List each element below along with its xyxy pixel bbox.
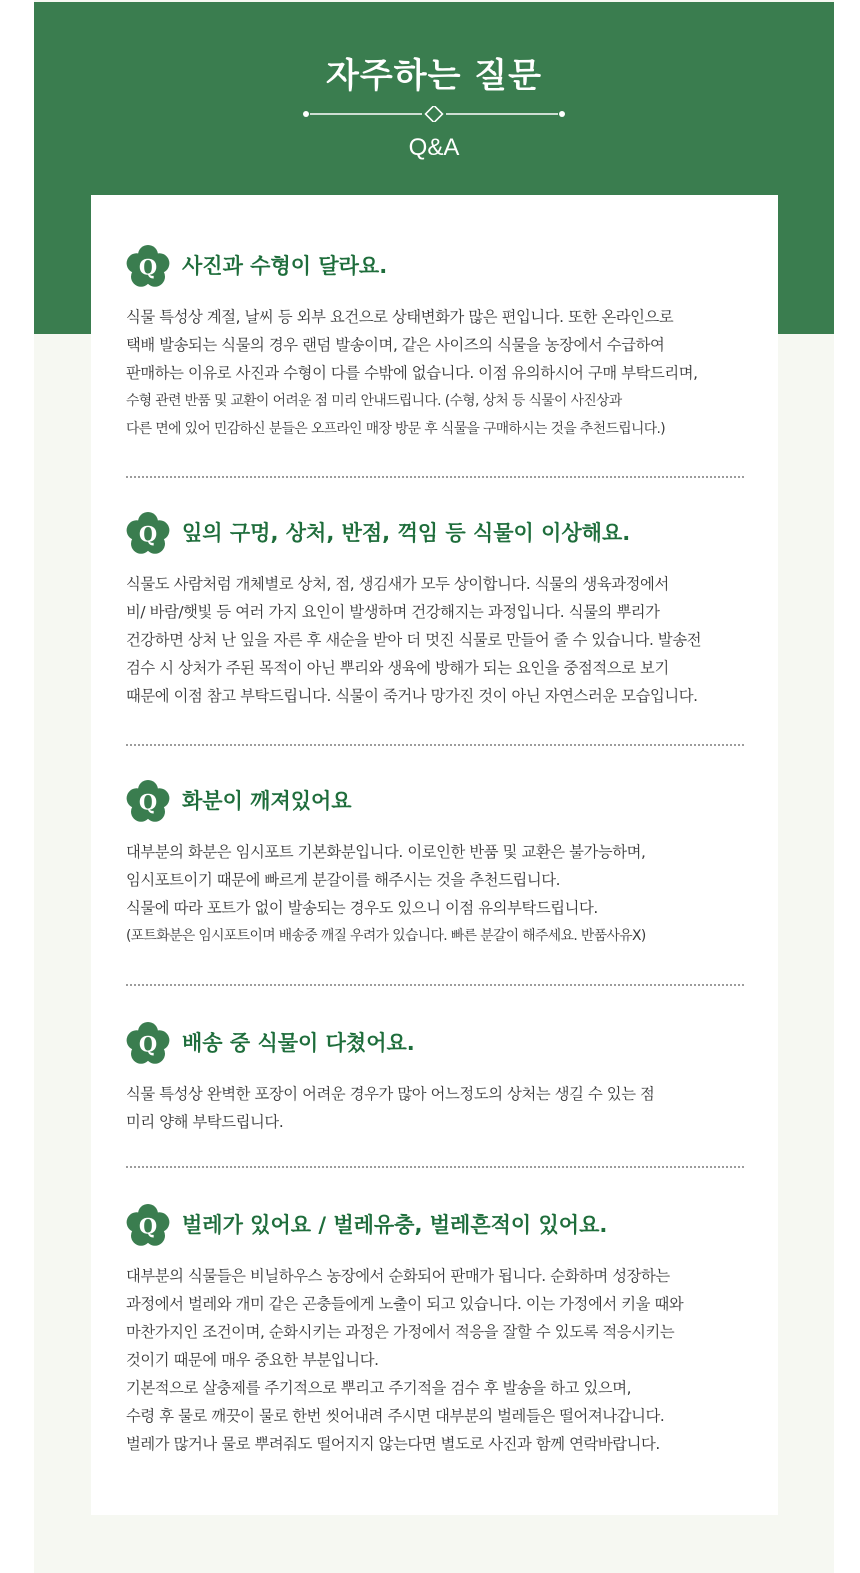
faq-answer-line: 마찬가지인 조건이며, 순화시키는 과정은 가정에서 적응을 잘할 수 있도록 적응시키는 <box>126 1323 675 1341</box>
faq-answer-line: 기본적으로 살충제를 주기적으로 뿌리고 주기적을 검수 후 발송을 하고 있으며, <box>126 1379 632 1397</box>
faq-question-row <box>126 245 756 289</box>
faq-answer <box>126 838 756 950</box>
dotted-divider <box>126 1166 744 1168</box>
dotted-divider <box>126 984 744 986</box>
faq-answer-line: 택배 발송되는 식물의 경우 랜덤 발송이며, 같은 사이즈의 식물을 농장에서 수급하여 <box>126 336 665 354</box>
faq-item <box>126 780 756 950</box>
faq-answer-line: 판매하는 이유로 사진과 수형이 다를 수밖에 없습니다. 이점 유의하시어 구매 부탁드리며, <box>126 364 698 382</box>
faq-answer <box>126 570 756 710</box>
dotted-divider <box>126 744 744 746</box>
faq-answer <box>126 1262 756 1458</box>
svg-text:Q: Q <box>138 1213 158 1239</box>
faq-answer-line: 식물에 따라 포트가 없이 발송되는 경우도 있으니 이점 유의부탁드립니다. <box>126 899 598 917</box>
faq-item <box>126 245 756 443</box>
faq-answer <box>126 303 756 443</box>
faq-question-row <box>126 780 756 824</box>
faq-answer-line: 식물 특성상 완벽한 포장이 어려운 경우가 많아 어느정도의 상처는 생길 수 있는 점 <box>126 1085 655 1103</box>
faq-question-row <box>126 1204 756 1248</box>
faq-answer <box>126 1080 756 1136</box>
faq-answer-line: 수형 관련 반품 및 교환이 어려운 점 미리 안내드립니다. (수형, 상처 등 식물이 사진상과 <box>126 393 622 409</box>
faq-answer-line: 것이기 때문에 매우 중요한 부분입니다. <box>126 1351 379 1369</box>
faq-answer-line: 비/ 바람/햇빛 등 여러 가지 요인이 발생하며 건강해지는 과정입니다. 식물의 뿌리가 <box>126 603 660 621</box>
faq-item <box>126 1022 756 1136</box>
faq-answer-line: 검수 시 상처가 주된 목적이 아닌 뿌리와 생육에 방해가 되는 요인을 중점적으로 보기 <box>126 659 669 677</box>
faq-answer-line: 미리 양해 부탁드립니다. <box>126 1113 284 1131</box>
faq-answer-line: 벌레가 많거나 물로 뿌려줘도 떨어지지 않는다면 별도로 사진과 함께 연락바랍니다. <box>126 1435 660 1453</box>
faq-item <box>126 1204 756 1458</box>
faq-answer-line: 과정에서 벌레와 개미 같은 곤충들에게 노출이 되고 있습니다. 이는 가정에서 키울 때와 <box>126 1295 684 1313</box>
faq-answer-line: 수령 후 물로 깨끗이 물로 한번 씻어내려 주시면 대부분의 벌레들은 떨어져나갑니다. <box>126 1407 665 1425</box>
dotted-divider <box>126 476 744 478</box>
faq-question: 사진과 수형이 달라요. <box>182 254 388 278</box>
faq-answer-line: 때문에 이점 참고 부탁드립니다. 식물이 죽거나 망가진 것이 아닌 자연스러운 모습입니다. <box>126 687 698 705</box>
faq-answer-line: 식물도 사람처럼 개체별로 상처, 점, 생김새가 모두 상이합니다. 식물의 생육과정에서 <box>126 575 669 593</box>
faq-answer-line: 다른 면에 있어 민감하신 분들은 오프라인 매장 방문 후 식물을 구매하시는 것을 추천드립니다.) <box>126 421 666 437</box>
faq-question: 벌레가 있어요 / 벌레유충, 벌레흔적이 있어요. <box>182 1213 608 1237</box>
flower-q-icon <box>126 245 170 289</box>
page-subtitle: Q&A <box>408 134 460 161</box>
svg-text:Q: Q <box>138 254 158 280</box>
faq-answer-line: 대부분의 화분은 임시포트 기본화분입니다. 이로인한 반품 및 교환은 불가능하며, <box>126 843 646 861</box>
faq-answer-line: 식물 특성상 계절, 날씨 등 외부 요건으로 상태변화가 많은 편입니다. 또한 온라인으로 <box>126 308 674 326</box>
flower-q-icon <box>126 1022 170 1066</box>
svg-text:Q: Q <box>138 789 158 815</box>
flower-q-icon <box>126 512 170 556</box>
faq-answer-line: 임시포트이기 때문에 빠르게 분갈이를 해주시는 것을 추천드립니다. <box>126 871 561 889</box>
flower-q-icon <box>126 1204 170 1248</box>
faq-answer-line: (포트화분은 임시포트이며 배송중 깨질 우려가 있습니다. 빠른 분갈이 해주세요. 반품사유X) <box>126 928 646 944</box>
faq-item <box>126 512 756 710</box>
faq-question-row <box>126 1022 756 1066</box>
faq-question: 배송 중 식물이 다쳤어요. <box>182 1031 415 1055</box>
faq-question: 잎의 구멍, 상처, 반점, 꺽임 등 식물이 이상해요. <box>182 521 631 545</box>
faq-question: 화분이 깨져있어요 <box>182 789 352 813</box>
faq-answer-line: 건강하면 상처 난 잎을 자른 후 새순을 받아 더 멋진 식물로 만들어 줄 수 있습니다. 발송전 <box>126 631 702 649</box>
svg-text:Q: Q <box>138 521 158 547</box>
flower-q-icon <box>126 780 170 824</box>
faq-answer-line: 대부분의 식물들은 비닐하우스 농장에서 순화되어 판매가 됩니다. 순화하며 성장하는 <box>126 1267 670 1285</box>
page-title: 자주하는 질문 <box>326 56 542 96</box>
faq-question-row <box>126 512 756 556</box>
title-ornament-divider <box>300 106 568 122</box>
svg-text:Q: Q <box>138 1031 158 1057</box>
